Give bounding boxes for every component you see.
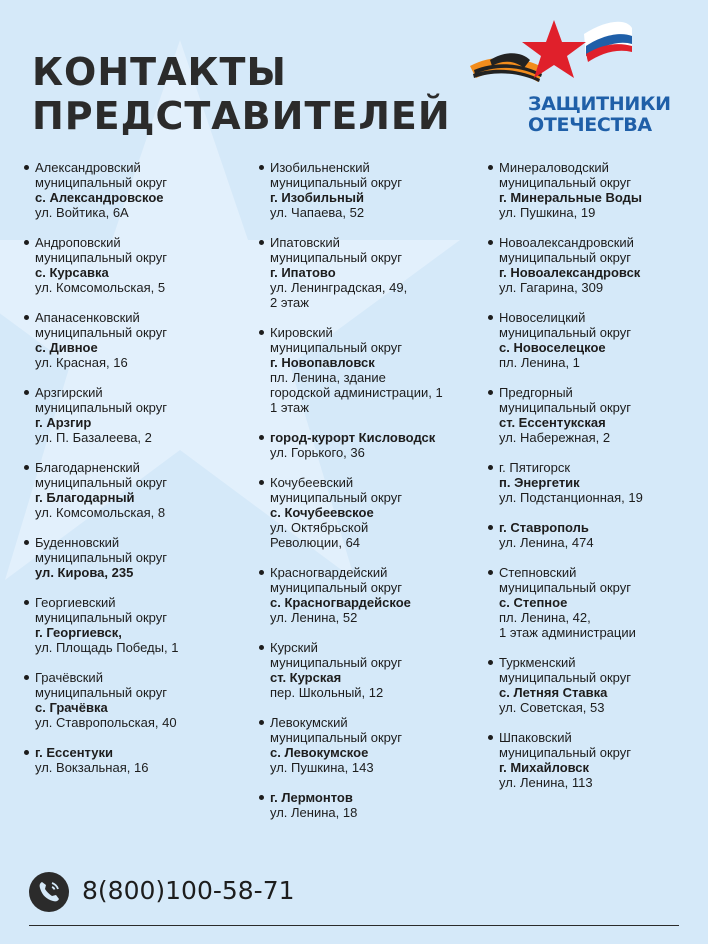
contact-line: ул. Комсомольская, 8 bbox=[35, 505, 166, 520]
contact-location: п. Энергетик bbox=[499, 475, 580, 490]
title-line-1: КОНТАКТЫ bbox=[32, 50, 287, 94]
contact-location: с. Александровское bbox=[35, 190, 164, 205]
contact-line: муниципальный округ bbox=[35, 175, 167, 190]
contact-line: муниципальный округ bbox=[499, 250, 631, 265]
contact-location: г. Арзгир bbox=[35, 415, 92, 430]
contact-line: ул. Гагарина, 309 bbox=[499, 280, 604, 295]
contact-entry bbox=[22, 595, 247, 655]
contact-line: ул. Пушкина, 19 bbox=[499, 205, 596, 220]
contact-line: муниципальный округ bbox=[270, 580, 402, 595]
bullet-icon bbox=[259, 330, 264, 335]
contact-line: ул. Чапаева, 52 bbox=[270, 205, 365, 220]
contact-location: г. Михайловск bbox=[499, 760, 590, 775]
contact-location: г. Благодарный bbox=[35, 490, 135, 505]
bullet-icon bbox=[259, 570, 264, 575]
contact-line: 2 этаж bbox=[270, 295, 309, 310]
contact-line: муниципальный округ bbox=[35, 685, 167, 700]
contact-entry bbox=[22, 460, 247, 520]
contact-location: с. Дивное bbox=[35, 340, 98, 355]
contact-line: Кировский bbox=[270, 325, 333, 340]
contact-line: Туркменский bbox=[499, 655, 576, 670]
contact-entry bbox=[257, 790, 482, 820]
contact-location: г. Новоалександровск bbox=[499, 265, 641, 280]
contact-line: ул. Красная, 16 bbox=[35, 355, 128, 370]
contact-line: пл. Ленина, 42, bbox=[499, 610, 591, 625]
contact-location: с. Кочубеевское bbox=[270, 505, 374, 520]
contact-line: Благодарненский bbox=[35, 460, 140, 475]
contact-line: муниципальный округ bbox=[270, 175, 402, 190]
contact-line: ул. Ленинградская, 49, bbox=[270, 280, 408, 295]
bullet-icon bbox=[488, 315, 493, 320]
bullet-icon bbox=[24, 240, 29, 245]
bullet-icon bbox=[259, 480, 264, 485]
phone-icon bbox=[29, 872, 69, 912]
contact-line: ул. Горького, 36 bbox=[270, 445, 365, 460]
contact-entry bbox=[257, 160, 482, 220]
contact-line: ул. Советская, 53 bbox=[499, 700, 605, 715]
contact-line: ул. Пушкина, 143 bbox=[270, 760, 374, 775]
contact-line: муниципальный округ bbox=[35, 610, 167, 625]
contact-entry bbox=[486, 730, 708, 790]
contact-line: муниципальный округ bbox=[499, 400, 631, 415]
contact-location: г. Георгиевск, bbox=[35, 625, 122, 640]
contact-line: Апанасенковский bbox=[35, 310, 140, 325]
contact-line: ул. Ленина, 113 bbox=[499, 775, 593, 790]
contact-line: Новоалександровский bbox=[499, 235, 634, 250]
contact-line: пл. Ленина, 1 bbox=[499, 355, 580, 370]
bullet-icon bbox=[24, 390, 29, 395]
contact-line: 1 этаж администрации bbox=[499, 625, 636, 640]
contact-line: муниципальный округ bbox=[270, 730, 402, 745]
contact-line: ул. Войтика, 6А bbox=[35, 205, 129, 220]
contact-line: городской администрации, 1 bbox=[270, 385, 443, 400]
contact-entry bbox=[486, 310, 708, 370]
contact-line: г. Пятигорск bbox=[499, 460, 571, 475]
contacts-column-3 bbox=[486, 160, 708, 805]
logo-text-line-2: ОТЕЧЕСТВА bbox=[528, 114, 652, 136]
contact-line: муниципальный округ bbox=[35, 250, 167, 265]
contact-entry bbox=[22, 385, 247, 445]
contact-location: г. Лермонтов bbox=[270, 790, 353, 805]
contact-line: ул. Ленина, 18 bbox=[270, 805, 358, 820]
bullet-icon bbox=[488, 525, 493, 530]
contact-line: муниципальный округ bbox=[35, 550, 167, 565]
contact-entry bbox=[257, 430, 482, 460]
logo-text-line-1: ЗАЩИТНИКИ bbox=[528, 93, 671, 115]
contact-line: Арзгирский bbox=[35, 385, 103, 400]
contact-location: г. Ипатово bbox=[270, 265, 336, 280]
contact-line: ул. П. Базалеева, 2 bbox=[35, 430, 152, 445]
contact-location: ст. Ессентукская bbox=[499, 415, 606, 430]
bullet-icon bbox=[259, 645, 264, 650]
contact-entry bbox=[486, 655, 708, 715]
contact-entry bbox=[22, 670, 247, 730]
contact-line: Революции, 64 bbox=[270, 535, 361, 550]
contact-line: муниципальный округ bbox=[499, 580, 631, 595]
contact-location: с. Степное bbox=[499, 595, 568, 610]
contact-line: Александровский bbox=[35, 160, 141, 175]
contact-entry bbox=[486, 160, 708, 220]
contact-entry bbox=[22, 310, 247, 370]
contact-entry bbox=[486, 460, 708, 505]
contact-line: муниципальный округ bbox=[270, 250, 402, 265]
contact-line: муниципальный округ bbox=[499, 325, 631, 340]
contact-line: Буденновский bbox=[35, 535, 120, 550]
contact-location: с. Новоселецкое bbox=[499, 340, 606, 355]
contact-location: с. Курсавка bbox=[35, 265, 109, 280]
contact-entry bbox=[257, 325, 482, 415]
contact-location: с. Летняя Ставка bbox=[499, 685, 608, 700]
bullet-icon bbox=[259, 240, 264, 245]
contact-line: ул. Комсомольская, 5 bbox=[35, 280, 166, 295]
bullet-icon bbox=[24, 675, 29, 680]
contact-location: г. Ессентуки bbox=[35, 745, 113, 760]
contact-entry bbox=[486, 520, 708, 550]
contact-entry bbox=[486, 385, 708, 445]
contact-line: ул. Ставропольская, 40 bbox=[35, 715, 177, 730]
contact-line: муниципальный округ bbox=[499, 670, 631, 685]
contact-entry bbox=[22, 235, 247, 295]
contact-line: ул. Ленина, 474 bbox=[499, 535, 594, 550]
title-line-2: ПРЕДСТАВИТЕЛЕЙ bbox=[32, 94, 451, 138]
contact-entry bbox=[22, 745, 247, 775]
contact-line: муниципальный округ bbox=[270, 490, 402, 505]
contact-location: с. Левокумское bbox=[270, 745, 369, 760]
contact-line: Курский bbox=[270, 640, 318, 655]
contact-location: ул. Кирова, 235 bbox=[35, 565, 134, 580]
contact-entry bbox=[486, 565, 708, 640]
contact-line: Изобильненский bbox=[270, 160, 370, 175]
contact-line: Красногвардейский bbox=[270, 565, 388, 580]
bullet-icon bbox=[259, 795, 264, 800]
contact-location: с. Красногвардейское bbox=[270, 595, 411, 610]
contact-entry bbox=[22, 535, 247, 580]
bullet-icon bbox=[488, 165, 493, 170]
logo bbox=[466, 16, 698, 146]
contact-location: ст. Курская bbox=[270, 670, 342, 685]
contact-line: муниципальный округ bbox=[499, 175, 631, 190]
contact-line: муниципальный округ bbox=[270, 340, 402, 355]
contact-location: г. Изобильный bbox=[270, 190, 364, 205]
contact-entry bbox=[257, 565, 482, 625]
contact-line: муниципальный округ bbox=[35, 400, 167, 415]
bullet-icon bbox=[488, 660, 493, 665]
bullet-icon bbox=[24, 315, 29, 320]
bullet-icon bbox=[24, 465, 29, 470]
contacts-column-2 bbox=[257, 160, 482, 835]
contact-location: г. Минеральные Воды bbox=[499, 190, 642, 205]
contact-entry bbox=[486, 235, 708, 295]
contact-line: ул. Площадь Победы, 1 bbox=[35, 640, 179, 655]
contact-line: Шпаковский bbox=[499, 730, 572, 745]
contact-line: ул. Октябрьской bbox=[270, 520, 369, 535]
bullet-icon bbox=[24, 165, 29, 170]
contact-line: Предгорный bbox=[499, 385, 573, 400]
star-ribbon-flag-icon bbox=[466, 16, 698, 96]
bullet-icon bbox=[488, 570, 493, 575]
contact-line: пл. Ленина, здание bbox=[270, 370, 386, 385]
contacts-column-1 bbox=[22, 160, 247, 790]
bullet-icon bbox=[488, 240, 493, 245]
bullet-icon bbox=[24, 540, 29, 545]
contact-line: 1 этаж bbox=[270, 400, 309, 415]
contact-entry bbox=[257, 640, 482, 700]
contact-entry bbox=[257, 475, 482, 550]
contact-line: муниципальный округ bbox=[270, 655, 402, 670]
bullet-icon bbox=[259, 720, 264, 725]
phone-number[interactable]: 8(800)100-58-71 bbox=[82, 876, 295, 905]
bullet-icon bbox=[488, 465, 493, 470]
contact-entry bbox=[22, 160, 247, 220]
contact-line: муниципальный округ bbox=[35, 325, 167, 340]
contact-line: Степновский bbox=[499, 565, 577, 580]
contact-line: Андроповский bbox=[35, 235, 121, 250]
contact-line: Новоселицкий bbox=[499, 310, 586, 325]
bottom-divider bbox=[29, 925, 679, 926]
bullet-icon bbox=[259, 435, 264, 440]
contact-line: ул. Набережная, 2 bbox=[499, 430, 611, 445]
bullet-icon bbox=[24, 750, 29, 755]
contact-line: ул. Вокзальная, 16 bbox=[35, 760, 149, 775]
bullet-icon bbox=[24, 600, 29, 605]
contact-line: Кочубеевский bbox=[270, 475, 354, 490]
contact-location: г. Ставрополь bbox=[499, 520, 589, 535]
contact-line: муниципальный округ bbox=[35, 475, 167, 490]
bullet-icon bbox=[488, 390, 493, 395]
contact-entry bbox=[257, 235, 482, 310]
contact-line: Георгиевский bbox=[35, 595, 116, 610]
contact-line: ул. Ленина, 52 bbox=[270, 610, 358, 625]
contact-location: г. Новопавловск bbox=[270, 355, 375, 370]
contact-line: Грачёвский bbox=[35, 670, 103, 685]
contact-line: ул. Подстанционная, 19 bbox=[499, 490, 643, 505]
contact-entry bbox=[257, 715, 482, 775]
contact-line: муниципальный округ bbox=[499, 745, 631, 760]
bullet-icon bbox=[488, 735, 493, 740]
contact-line: Минераловодский bbox=[499, 160, 609, 175]
bullet-icon bbox=[259, 165, 264, 170]
contact-location: с. Грачёвка bbox=[35, 700, 108, 715]
contact-line: Левокумский bbox=[270, 715, 348, 730]
contact-line: Ипатовский bbox=[270, 235, 340, 250]
contact-line: пер. Школьный, 12 bbox=[270, 685, 384, 700]
contact-location: город-курорт Кисловодск bbox=[270, 430, 436, 445]
